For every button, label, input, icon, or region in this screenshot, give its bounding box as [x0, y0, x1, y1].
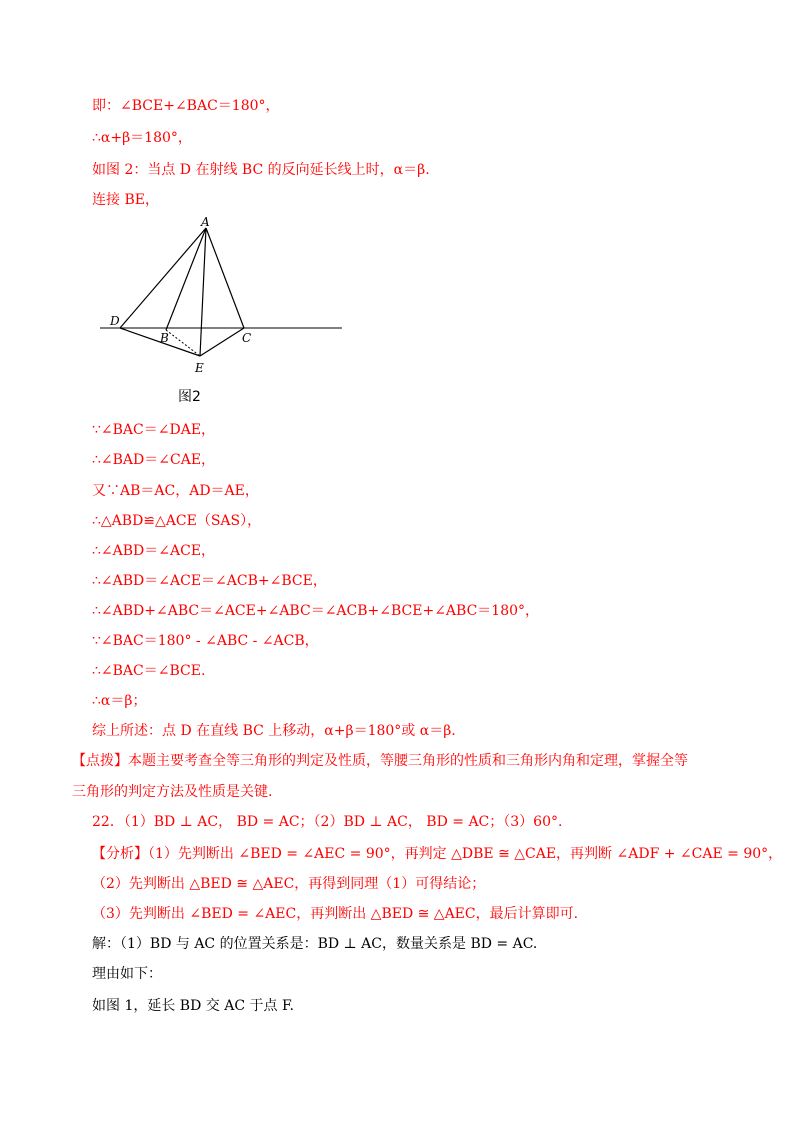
analysis-text-3: （3）先判断出 ∠BED = ∠AEC，再判断出 △BED ≅ △AEC，最后计算即可.: [92, 906, 579, 922]
tip-text-1: 本题主要考查全等三角形的判定及性质，等腰三角形的性质和三角形内角和定理，掌握全等: [128, 753, 688, 769]
proof-line-1: 即：∠BCE+∠BAC＝180°，: [92, 98, 280, 114]
proof-line-12: ∵∠BAC＝180° - ∠ABC - ∠ACB，: [92, 633, 319, 649]
solution-line-3: 如图 1，延长 BD 交 AC 于点 F.: [92, 998, 294, 1014]
proof-line-8: ∴△ABD≌△ACE（SAS），: [92, 513, 262, 529]
proof-line-15: 综上所述：点 D 在直线 BC 上移动，α+β＝180°或 α＝β.: [92, 723, 456, 739]
segment-ad: [120, 228, 206, 328]
segment-be-dashed: [166, 330, 200, 356]
analysis-label: 【分析】: [92, 846, 148, 862]
proof-line-6: ∴∠BAD＝∠CAE，: [92, 452, 216, 468]
tip-paragraph: [72, 751, 688, 771]
figure-caption: 图2: [178, 389, 201, 405]
segment-ac: [206, 228, 244, 328]
tip-label: 【点拨】: [72, 753, 128, 769]
point-d-label: D: [110, 314, 120, 328]
proof-line-4: 连接 BE，: [92, 192, 159, 208]
proof-line-2: ∴α+β＝180°，: [92, 130, 192, 146]
proof-line-10: ∴∠ABD＝∠ACE＝∠ACB+∠BCE，: [92, 573, 327, 589]
segment-ae: [200, 228, 206, 356]
proof-line-13: ∴∠BAC＝∠BCE.: [92, 663, 206, 679]
point-e-label: E: [195, 361, 204, 375]
proof-line-9: ∴∠ABD＝∠ACE，: [92, 543, 216, 559]
point-a-label: A: [201, 215, 210, 229]
segment-ce: [200, 328, 244, 356]
proof-line-7: 又∵AB＝AC，AD＝AE，: [92, 483, 259, 499]
q22-answer: 22．（1）BD ⊥ AC， BD = AC；（2）BD ⊥ AC， BD = AC；（3）60°.: [92, 814, 563, 830]
point-b-label: B: [160, 331, 169, 345]
proof-line-11: ∴∠ABD+∠ABC＝∠ACE+∠ABC＝∠ACB+∠BCE+∠ABC＝180°，: [92, 603, 540, 619]
tip-text-2: 三角形的判定方法及性质是关键.: [72, 784, 273, 800]
solution-line-2: 理由如下：: [92, 966, 162, 982]
proof-line-3: 如图 2：当点 D 在射线 BC 的反向延长线上时，α＝β.: [92, 162, 430, 178]
analysis-text-2: （2）先判断出 △BED ≅ △AEC，再得到同理（1）可得结论；: [92, 876, 486, 892]
analysis-paragraph: [92, 844, 782, 864]
solution-line-1: 解：（1）BD 与 AC 的位置关系是：BD ⊥ AC，数量关系是 BD = AC.: [92, 936, 538, 952]
geometry-figure-2: [98, 212, 348, 377]
proof-line-14: ∴α＝β；: [92, 693, 147, 709]
analysis-text-1: （1）先判断出 ∠BED = ∠AEC = 90°，再判定 △DBE ≅ △CAE，再判断 ∠ADF + ∠CAE = 90°，: [148, 846, 783, 862]
segment-ab: [166, 228, 206, 330]
point-c-label: C: [242, 331, 252, 345]
proof-line-5: ∵∠BAC＝∠DAE，: [92, 422, 216, 438]
